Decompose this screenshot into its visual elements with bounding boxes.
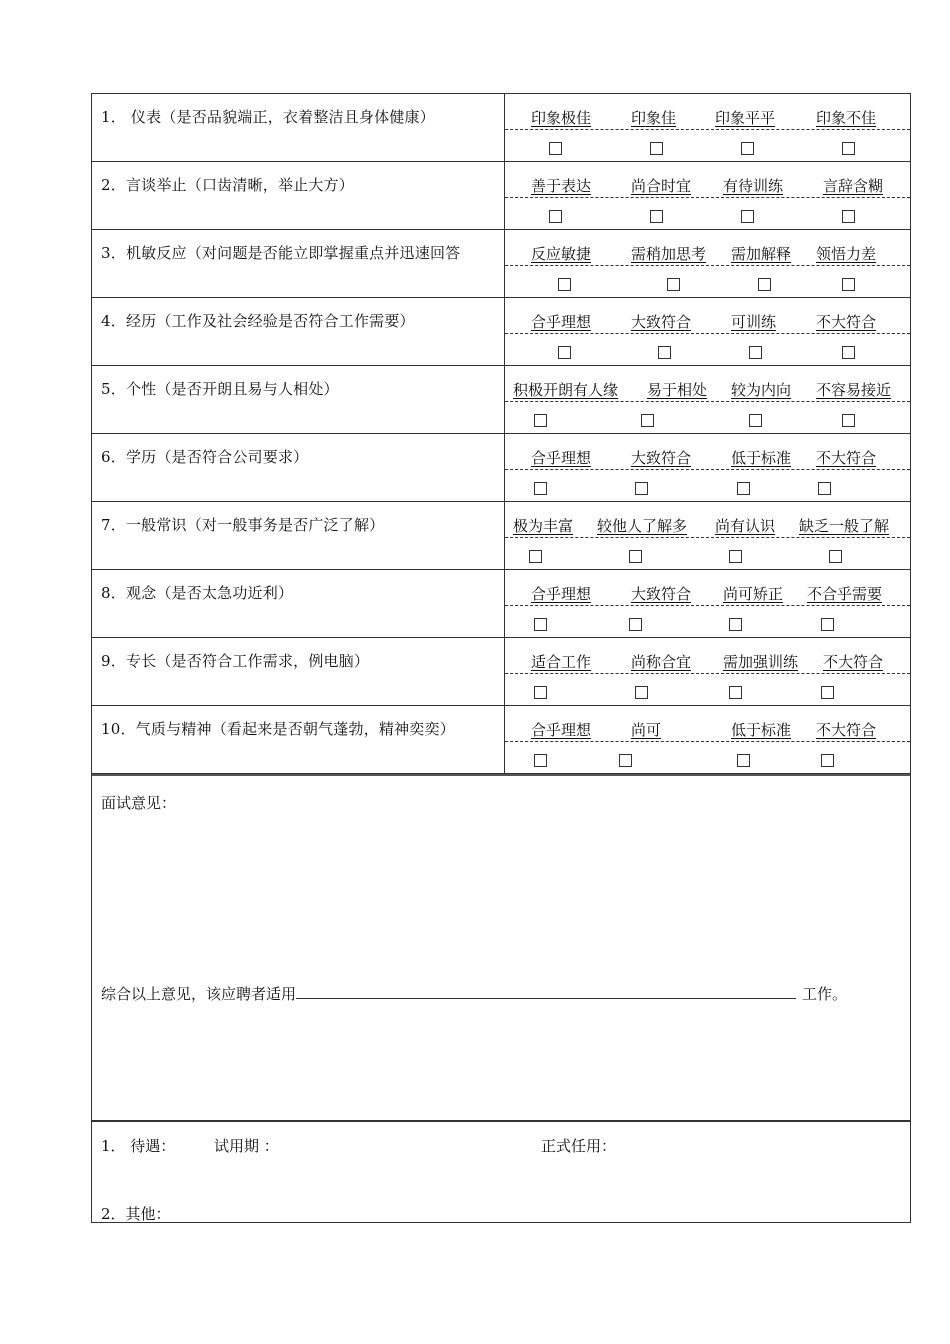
option-checkbox[interactable] <box>629 550 642 563</box>
option-labels-row <box>505 717 910 742</box>
criterion-row <box>92 94 911 162</box>
option-label: 尚合时宜 <box>631 177 692 195</box>
criterion-row <box>92 230 911 298</box>
criterion-question: 10．气质与精神（看起来是否朝气蓬勃，精神奕奕） <box>101 720 455 738</box>
option-checkbox[interactable] <box>729 618 742 631</box>
option-checkbox[interactable] <box>534 618 547 631</box>
opinion-title: 面试意见： <box>101 794 177 812</box>
criterion-options-cell <box>505 298 911 366</box>
option-label: 善于表达 <box>531 177 592 195</box>
option-label: 不大符合 <box>816 313 877 331</box>
option-checkbox[interactable] <box>549 142 562 155</box>
option-checkboxes-row <box>505 412 910 428</box>
option-label: 印象不佳 <box>816 109 877 127</box>
criterion-options-cell <box>505 502 911 570</box>
option-checkbox[interactable] <box>821 686 834 699</box>
summary-prefix: 综合以上意见，该应聘者适用 <box>101 985 297 1003</box>
option-label: 低于标准 <box>731 449 792 467</box>
option-checkbox[interactable] <box>842 346 855 359</box>
criterion-options-cell <box>505 230 911 298</box>
suitable-position-field[interactable] <box>296 982 796 999</box>
criterion-question-cell <box>92 366 505 434</box>
criterion-options-cell <box>505 94 911 162</box>
criterion-question: 4．经历（工作及社会经验是否符合工作需要） <box>101 312 415 330</box>
option-labels-row <box>505 105 910 130</box>
option-checkbox[interactable] <box>534 686 547 699</box>
option-label: 可训练 <box>731 313 777 331</box>
criterion-row <box>92 434 911 502</box>
option-checkbox[interactable] <box>729 686 742 699</box>
option-checkboxes-row <box>505 684 910 700</box>
option-label: 易于相处 <box>647 381 708 399</box>
criterion-options-cell <box>505 434 911 502</box>
option-checkbox[interactable] <box>529 550 542 563</box>
option-label: 合乎理想 <box>531 449 592 467</box>
other-label: 2．其他： <box>101 1205 171 1223</box>
option-label: 尚有认识 <box>715 517 776 535</box>
option-labels-row <box>505 377 910 402</box>
option-label: 不合乎需要 <box>807 585 883 603</box>
option-checkbox[interactable] <box>558 346 571 359</box>
option-checkbox[interactable] <box>842 278 855 291</box>
option-checkboxes-row <box>505 344 910 360</box>
criterion-options-cell <box>505 706 911 774</box>
criterion-question: 1． 仪表（是否品貌端正，衣着整洁且身体健康） <box>101 108 435 126</box>
option-checkbox[interactable] <box>741 142 754 155</box>
option-checkboxes-row <box>505 276 910 292</box>
treatment-section <box>91 1121 911 1223</box>
option-checkbox[interactable] <box>749 414 762 427</box>
criterion-question: 9．专长（是否符合工作需求，例电脑） <box>101 652 370 670</box>
option-label: 领悟力差 <box>816 245 877 263</box>
treatment-label: 1． 待遇： <box>101 1137 176 1155</box>
option-checkbox[interactable] <box>842 210 855 223</box>
option-labels-row <box>505 241 910 266</box>
criterion-question: 7．一般常识（对一般事务是否广泛了解） <box>101 516 385 534</box>
option-label: 大致符合 <box>631 449 692 467</box>
criterion-question: 5．个性（是否开朗且易与人相处） <box>101 380 339 398</box>
option-checkbox[interactable] <box>741 210 754 223</box>
option-checkbox[interactable] <box>534 414 547 427</box>
criterion-question-cell <box>92 434 505 502</box>
option-checkbox[interactable] <box>737 482 750 495</box>
option-checkbox[interactable] <box>758 278 771 291</box>
option-label: 印象佳 <box>631 109 677 127</box>
option-labels-row <box>505 649 910 674</box>
option-label: 印象极佳 <box>531 109 592 127</box>
criterion-row <box>92 638 911 706</box>
option-checkboxes-row <box>505 752 910 768</box>
option-labels-row <box>505 173 910 198</box>
option-checkboxes-row <box>505 208 910 224</box>
criterion-question: 2．言谈举止（口齿清晰，举止大方） <box>101 176 354 194</box>
option-label: 较他人了解多 <box>597 517 688 535</box>
option-label: 尚可 <box>631 721 662 739</box>
criterion-question-cell <box>92 162 505 230</box>
option-checkbox[interactable] <box>635 482 648 495</box>
criterion-options-cell <box>505 162 911 230</box>
criterion-question-cell <box>92 94 505 162</box>
option-label: 合乎理想 <box>531 721 592 739</box>
option-label: 大致符合 <box>631 313 692 331</box>
criterion-question-cell <box>92 638 505 706</box>
option-checkbox[interactable] <box>650 142 663 155</box>
option-label: 尚称合宜 <box>631 653 692 671</box>
interview-evaluation-form <box>91 93 911 1223</box>
option-label: 不容易接近 <box>816 381 892 399</box>
option-checkboxes-row <box>505 548 910 564</box>
criterion-row <box>92 502 911 570</box>
option-label: 有待训练 <box>723 177 784 195</box>
option-labels-row <box>505 581 910 606</box>
option-checkbox[interactable] <box>534 482 547 495</box>
summary-suffix: 工作。 <box>802 985 848 1003</box>
option-checkbox[interactable] <box>749 346 762 359</box>
option-checkboxes-row <box>505 140 910 156</box>
option-labels-row <box>505 513 910 538</box>
option-checkbox[interactable] <box>829 550 842 563</box>
criterion-options-cell <box>505 366 911 434</box>
criterion-question: 3．机敏反应（对问题是否能立即掌握重点并迅速回答 <box>101 244 461 262</box>
evaluation-table <box>91 93 911 774</box>
option-checkbox[interactable] <box>619 754 632 767</box>
option-label: 缺乏一般了解 <box>799 517 890 535</box>
option-checkbox[interactable] <box>729 550 742 563</box>
summary-line <box>101 982 847 1004</box>
criterion-question-cell <box>92 570 505 638</box>
option-labels-row <box>505 445 910 470</box>
criterion-row <box>92 366 911 434</box>
option-label: 反应敏捷 <box>531 245 592 263</box>
option-checkbox[interactable] <box>667 278 680 291</box>
option-labels-row <box>505 309 910 334</box>
interview-opinion-section <box>91 774 911 1121</box>
option-label: 不大符合 <box>816 721 877 739</box>
option-checkbox[interactable] <box>549 210 562 223</box>
option-checkbox[interactable] <box>641 414 654 427</box>
option-label: 需稍加思考 <box>631 245 707 263</box>
option-checkbox[interactable] <box>558 278 571 291</box>
option-checkbox[interactable] <box>842 414 855 427</box>
option-label: 大致符合 <box>631 585 692 603</box>
option-checkbox[interactable] <box>821 618 834 631</box>
criterion-question: 6．学历（是否符合公司要求） <box>101 448 309 466</box>
criterion-options-cell <box>505 638 911 706</box>
criterion-options-cell <box>505 570 911 638</box>
option-checkbox[interactable] <box>650 210 663 223</box>
option-checkboxes-row <box>505 480 910 496</box>
option-checkbox[interactable] <box>821 754 834 767</box>
option-checkbox[interactable] <box>818 482 831 495</box>
criterion-question-cell <box>92 502 505 570</box>
option-label: 不大符合 <box>816 449 877 467</box>
criterion-question: 8．观念（是否太急功近利） <box>101 584 294 602</box>
trial-period-label: 试用期 ： <box>214 1137 279 1155</box>
criterion-question-cell <box>92 298 505 366</box>
option-checkbox[interactable] <box>658 346 671 359</box>
option-label: 言辞含糊 <box>823 177 884 195</box>
criterion-question-cell <box>92 706 505 774</box>
option-label: 需加解释 <box>731 245 792 263</box>
option-label: 低于标准 <box>731 721 792 739</box>
option-label: 极为丰富 <box>513 517 574 535</box>
option-label: 尚可矫正 <box>723 585 784 603</box>
option-checkbox[interactable] <box>635 686 648 699</box>
criterion-row <box>92 706 911 774</box>
option-label: 需加强训练 <box>723 653 799 671</box>
option-checkboxes-row <box>505 616 910 632</box>
option-label: 合乎理想 <box>531 313 592 331</box>
option-label: 印象平平 <box>715 109 776 127</box>
option-checkbox[interactable] <box>737 754 750 767</box>
formal-employment-label: 正式任用： <box>541 1137 617 1155</box>
option-label: 合乎理想 <box>531 585 592 603</box>
criterion-row <box>92 570 911 638</box>
option-checkbox[interactable] <box>534 754 547 767</box>
option-label: 适合工作 <box>531 653 592 671</box>
option-checkbox[interactable] <box>842 142 855 155</box>
option-checkbox[interactable] <box>629 618 642 631</box>
criterion-row <box>92 162 911 230</box>
criterion-question-cell <box>92 230 505 298</box>
option-label: 较为内向 <box>731 381 792 399</box>
option-label: 不大符合 <box>823 653 884 671</box>
option-label: 积极开朗有人缘 <box>513 381 619 399</box>
criterion-row <box>92 298 911 366</box>
